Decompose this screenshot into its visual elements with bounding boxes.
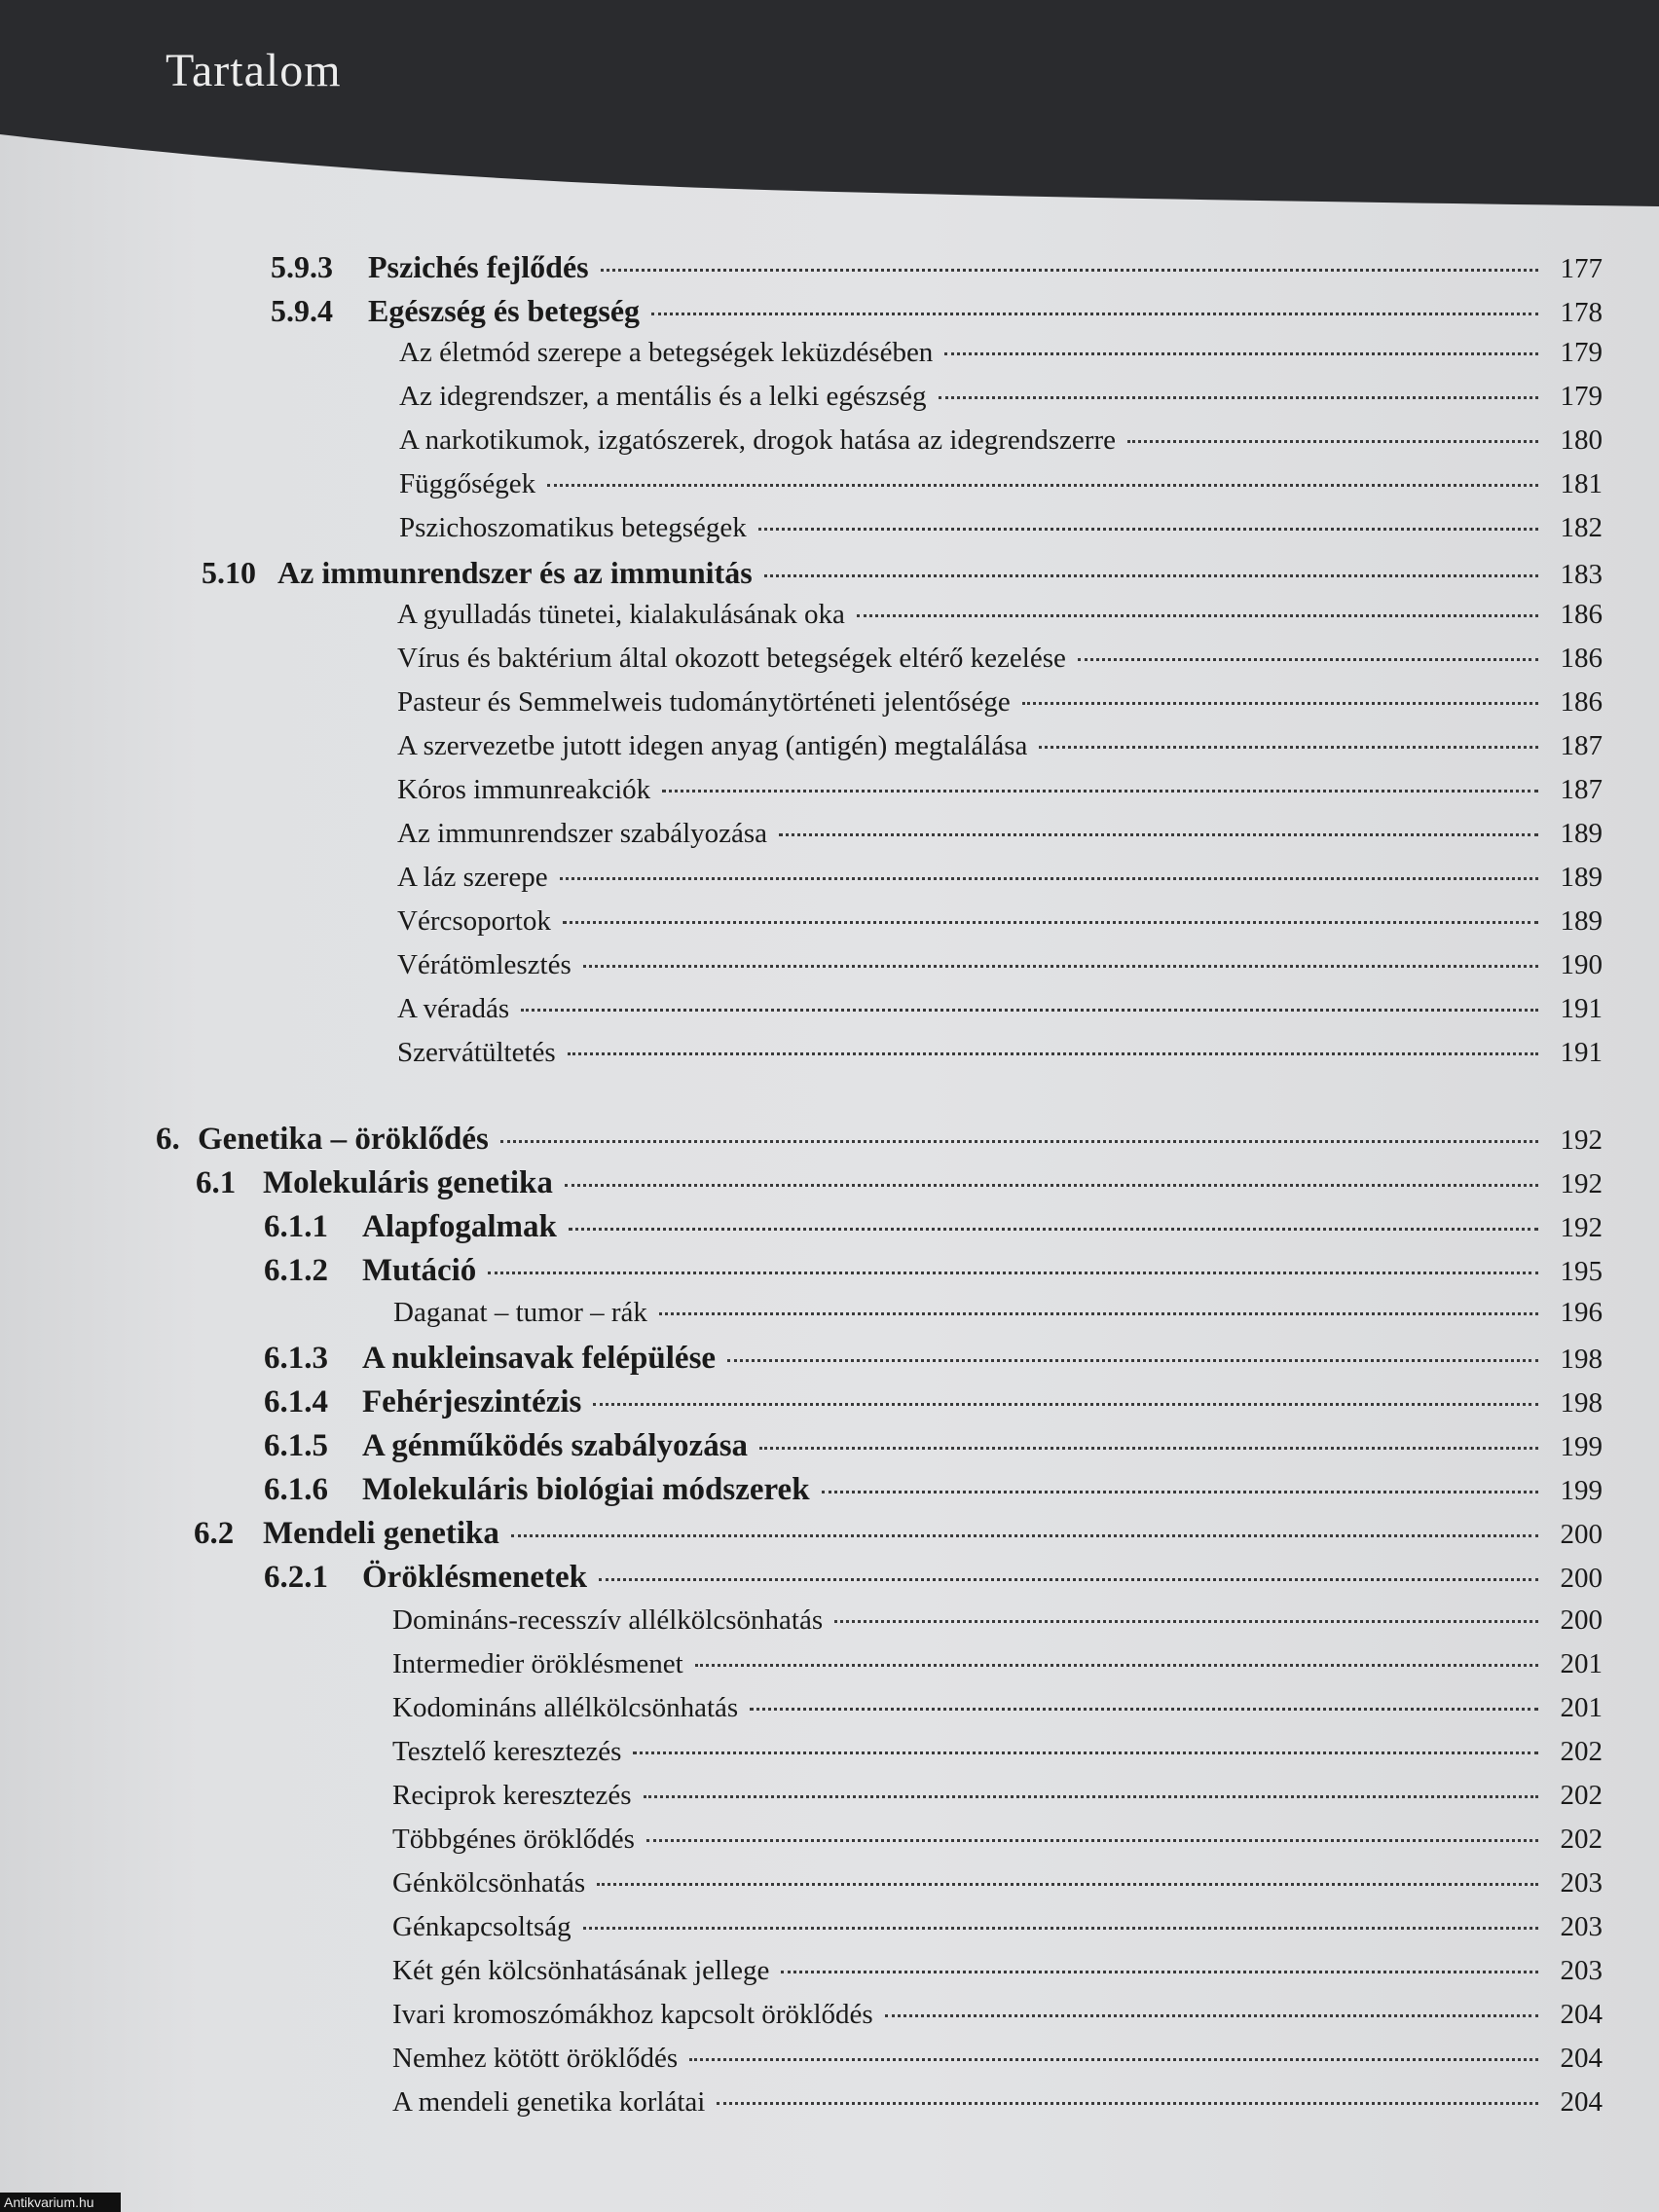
toc-entry-title: Két gén kölcsönhatásának jellege — [392, 1955, 770, 1986]
toc-entry — [0, 249, 1603, 288]
toc-entry — [0, 2043, 1603, 2082]
toc-entry-title: A gyulladás tünetei, kialakulásának oka — [397, 599, 845, 630]
toc-entry-title: Egészség és betegség — [368, 293, 641, 328]
toc-entry — [0, 1341, 1603, 1380]
toc-entry-page: 203 — [1560, 1955, 1603, 1986]
toc-entry-number: 5.10 — [202, 555, 256, 590]
toc-entry — [0, 512, 1603, 551]
toc-entry-page: 190 — [1560, 949, 1603, 980]
toc-entry-title: A véradás — [397, 993, 510, 1024]
toc-entry — [0, 1384, 1603, 1423]
toc-entry — [0, 774, 1603, 813]
toc-entry-number: 6.1.2 — [264, 1253, 328, 1288]
toc-entry-page: 189 — [1560, 862, 1603, 893]
toc-entry-number: 5.9.4 — [271, 293, 333, 328]
toc-entry-number: 6.1.4 — [264, 1384, 328, 1419]
toc-entry-title: A láz szerepe — [397, 862, 548, 893]
toc-entry — [0, 1911, 1603, 1950]
toc-entry-page: 195 — [1560, 1256, 1603, 1287]
toc-entry — [0, 949, 1603, 988]
toc-entry-title: Génkapcsoltság — [392, 1911, 571, 1942]
dot-leader — [834, 1620, 1538, 1623]
dot-leader — [885, 2014, 1538, 2017]
toc-entry-page: 198 — [1560, 1344, 1603, 1375]
toc-entry-page: 189 — [1560, 818, 1603, 849]
toc-entry-title: Vírus és baktérium által okozott betegségek eltérő kezelése — [397, 643, 1066, 674]
toc-entry — [0, 1037, 1603, 1076]
toc-entry-title: Mendeli genetika — [263, 1516, 499, 1551]
dot-leader — [569, 1228, 1538, 1231]
toc-entry-page: 182 — [1560, 512, 1603, 543]
toc-entry — [0, 1999, 1603, 2038]
toc-entry-page: 178 — [1560, 297, 1603, 328]
dot-leader — [939, 396, 1538, 399]
toc-entry-page: 199 — [1560, 1431, 1603, 1462]
toc-entry-title: A szervezetbe jutott idegen anyag (antigén) megtalálása — [397, 730, 1028, 761]
dot-leader — [857, 614, 1538, 617]
toc-entry-title: Daganat – tumor – rák — [393, 1297, 647, 1328]
toc-entry-page: 201 — [1560, 1648, 1603, 1679]
toc-entry — [0, 1297, 1603, 1336]
dot-leader — [695, 1664, 1538, 1667]
dot-leader — [1078, 658, 1538, 661]
toc-entry — [0, 2086, 1603, 2125]
toc-entry-title: Pasteur és Semmelweis tudománytörténeti jelentősége — [397, 686, 1011, 718]
dot-leader — [1039, 746, 1538, 749]
toc-entry-number: 6. — [156, 1122, 180, 1157]
toc-entry-page: 199 — [1560, 1475, 1603, 1506]
dot-leader — [568, 1052, 1538, 1055]
toc-entry — [0, 1253, 1603, 1292]
toc-entry-page: 191 — [1560, 1037, 1603, 1068]
toc-entry-title: A nukleinsavak felépülése — [362, 1341, 717, 1376]
dot-leader — [644, 1795, 1538, 1798]
toc-entry-title: Az életmód szerepe a betegségek leküzdésében — [399, 337, 934, 368]
toc-entry — [0, 818, 1603, 857]
dot-leader — [662, 790, 1538, 793]
toc-entry — [0, 1692, 1603, 1731]
dot-leader — [583, 965, 1538, 968]
dot-leader — [659, 1312, 1538, 1315]
toc-entry-page: 196 — [1560, 1297, 1603, 1328]
toc-entry — [0, 862, 1603, 901]
dot-leader — [563, 921, 1538, 924]
toc-entry-title: Kóros immunreakciók — [397, 774, 651, 805]
watermark: Antikvarium.hu — [0, 2193, 121, 2212]
toc-entry-title: Domináns-recesszív allélkölcsönhatás — [392, 1604, 824, 1636]
toc-entry-page: 203 — [1560, 1867, 1603, 1899]
toc-entry-page: 204 — [1560, 2043, 1603, 2074]
toc-entry-title: Pszichés fejlődés — [368, 249, 589, 284]
toc-entry-page: 187 — [1560, 730, 1603, 761]
toc-entry-page: 181 — [1560, 468, 1603, 499]
toc-entry-page: 201 — [1560, 1692, 1603, 1723]
toc-entry-title: Molekuláris biológiai módszerek — [362, 1472, 810, 1507]
toc-entry-number: 6.2.1 — [264, 1560, 328, 1595]
dot-leader — [500, 1140, 1538, 1143]
toc-entry-title: Ivari kromoszómákhoz kapcsolt öröklődés — [392, 1999, 873, 2030]
toc-entry — [0, 643, 1603, 682]
toc-entry-page: 192 — [1560, 1168, 1603, 1199]
toc-entry-page: 202 — [1560, 1780, 1603, 1811]
toc-entry — [0, 1428, 1603, 1467]
dot-leader — [727, 1359, 1538, 1362]
toc-entry-title: Vérátömlesztés — [397, 949, 571, 980]
toc-entry — [0, 1648, 1603, 1687]
toc-entry — [0, 1824, 1603, 1862]
toc-entry-title: Többgénes öröklődés — [392, 1824, 635, 1855]
header-band — [0, 0, 1659, 234]
dot-leader — [521, 1009, 1538, 1012]
toc-entry — [0, 1955, 1603, 1994]
dot-leader — [560, 877, 1538, 880]
toc-entry-page: 186 — [1560, 643, 1603, 674]
dot-leader — [822, 1491, 1538, 1493]
dot-leader — [593, 1403, 1538, 1406]
toc-entry-title: Alapfogalmak — [362, 1209, 557, 1244]
toc-entry-title: Függőségek — [399, 468, 536, 499]
toc-entry — [0, 905, 1603, 944]
dot-leader — [764, 574, 1538, 577]
dot-leader — [759, 1447, 1538, 1450]
toc-entry-number: 6.1.1 — [264, 1209, 328, 1244]
toc-entry — [0, 1780, 1603, 1819]
toc-entry-number: 6.1 — [196, 1165, 237, 1200]
toc-entry-title: A mendeli genetika korlátai — [392, 2086, 706, 2118]
toc-entry-page: 202 — [1560, 1736, 1603, 1767]
toc-entry-number: 5.9.3 — [271, 249, 333, 284]
toc-entry-title: Öröklésmenetek — [362, 1560, 587, 1595]
toc-entry — [0, 993, 1603, 1032]
toc-entry-number: 6.1.6 — [264, 1472, 328, 1507]
dot-leader — [597, 1883, 1538, 1886]
toc-entry-page: 198 — [1560, 1387, 1603, 1419]
toc-entry-page: 202 — [1560, 1824, 1603, 1855]
toc-entry-title: Génkölcsönhatás — [392, 1867, 586, 1899]
toc-entry-title: A génműködés szabályozása — [362, 1428, 749, 1463]
toc-entry — [0, 686, 1603, 725]
toc-entry-page: 204 — [1560, 1999, 1603, 2030]
toc-entry-title: Az immunrendszer és az immunitás — [277, 555, 753, 590]
dot-leader — [599, 1578, 1538, 1581]
toc-entry-title: Fehérjeszintézis — [362, 1384, 582, 1419]
dot-leader — [633, 1751, 1538, 1754]
toc-entry — [0, 293, 1603, 332]
toc-entry — [0, 1122, 1603, 1161]
page-title: Tartalom — [166, 45, 342, 96]
dot-leader — [547, 484, 1538, 487]
toc-entry — [0, 1209, 1603, 1248]
toc-entry-title: Genetika – öröklődés — [198, 1122, 489, 1157]
dot-leader — [646, 1839, 1538, 1842]
toc-entry-title: Szervátültetés — [397, 1037, 556, 1068]
dot-leader — [944, 352, 1538, 355]
toc-entry-title: Pszichoszomatikus betegségek — [399, 512, 747, 543]
dot-leader — [1127, 440, 1538, 443]
dot-leader — [583, 1927, 1538, 1930]
toc-entry-page: 187 — [1560, 774, 1603, 805]
toc-entry-number: 6.2 — [194, 1516, 235, 1551]
toc-entry — [0, 730, 1603, 769]
toc-entry-page: 192 — [1560, 1124, 1603, 1156]
toc-entry-page: 186 — [1560, 686, 1603, 718]
toc-entry — [0, 1560, 1603, 1599]
toc-entry-title: Reciprok keresztezés — [392, 1780, 632, 1811]
dot-leader — [750, 1708, 1538, 1711]
dot-leader — [689, 2058, 1538, 2061]
toc-entry-title: Az immunrendszer szabályozása — [397, 818, 768, 849]
toc-entry — [0, 381, 1603, 420]
toc-entry — [0, 1472, 1603, 1511]
dot-leader — [488, 1272, 1538, 1274]
toc-entry — [0, 1736, 1603, 1775]
toc-entry — [0, 599, 1603, 638]
toc-entry — [0, 337, 1603, 376]
toc-entry — [0, 1604, 1603, 1643]
toc-entry-title: Az idegrendszer, a mentális és a lelki egészség — [399, 381, 927, 412]
toc-entry-title: A narkotikumok, izgatószerek, drogok hatása az idegrendszerre — [399, 424, 1116, 456]
dot-leader — [779, 833, 1538, 836]
toc-entry-page: 203 — [1560, 1911, 1603, 1942]
dot-leader — [651, 313, 1538, 315]
toc-entry-page: 200 — [1560, 1519, 1603, 1550]
dot-leader — [1022, 702, 1538, 705]
dot-leader — [511, 1534, 1538, 1537]
toc-entry-page: 180 — [1560, 424, 1603, 456]
toc-entry-page: 179 — [1560, 337, 1603, 368]
dot-leader — [717, 2102, 1538, 2105]
toc-entry-title: Kodomináns allélkölcsönhatás — [392, 1692, 739, 1723]
toc-entry-page: 200 — [1560, 1604, 1603, 1636]
toc-entry-page: 177 — [1560, 253, 1603, 284]
toc-entry-page: 183 — [1560, 559, 1603, 590]
toc-entry-page: 186 — [1560, 599, 1603, 630]
dot-leader — [565, 1184, 1538, 1187]
toc-entry — [0, 1867, 1603, 1906]
toc-entry-title: Intermedier öröklésmenet — [392, 1648, 683, 1679]
toc-entry — [0, 424, 1603, 463]
toc-entry-page: 204 — [1560, 2086, 1603, 2118]
toc-entry — [0, 1165, 1603, 1204]
toc-entry — [0, 555, 1603, 594]
toc-entry — [0, 468, 1603, 507]
toc-entry-page: 179 — [1560, 381, 1603, 412]
toc-entry-title: Nemhez kötött öröklődés — [392, 2043, 679, 2074]
toc-entry-title: Tesztelő keresztezés — [392, 1736, 622, 1767]
toc-entry-page: 192 — [1560, 1212, 1603, 1243]
toc-entry — [0, 1516, 1603, 1555]
toc-entry-title: Mutáció — [362, 1253, 477, 1288]
toc-entry-title: Vércsoportok — [397, 905, 551, 937]
toc-entry-number: 6.1.3 — [264, 1341, 328, 1376]
dot-leader — [601, 269, 1538, 272]
toc-entry-number: 6.1.5 — [264, 1428, 328, 1463]
dot-leader — [758, 528, 1538, 531]
toc-entry-page: 189 — [1560, 905, 1603, 937]
dot-leader — [781, 1971, 1538, 1973]
toc-entry-page: 191 — [1560, 993, 1603, 1024]
toc-entry-title: Molekuláris genetika — [263, 1165, 553, 1200]
toc-entry-page: 200 — [1560, 1563, 1603, 1594]
